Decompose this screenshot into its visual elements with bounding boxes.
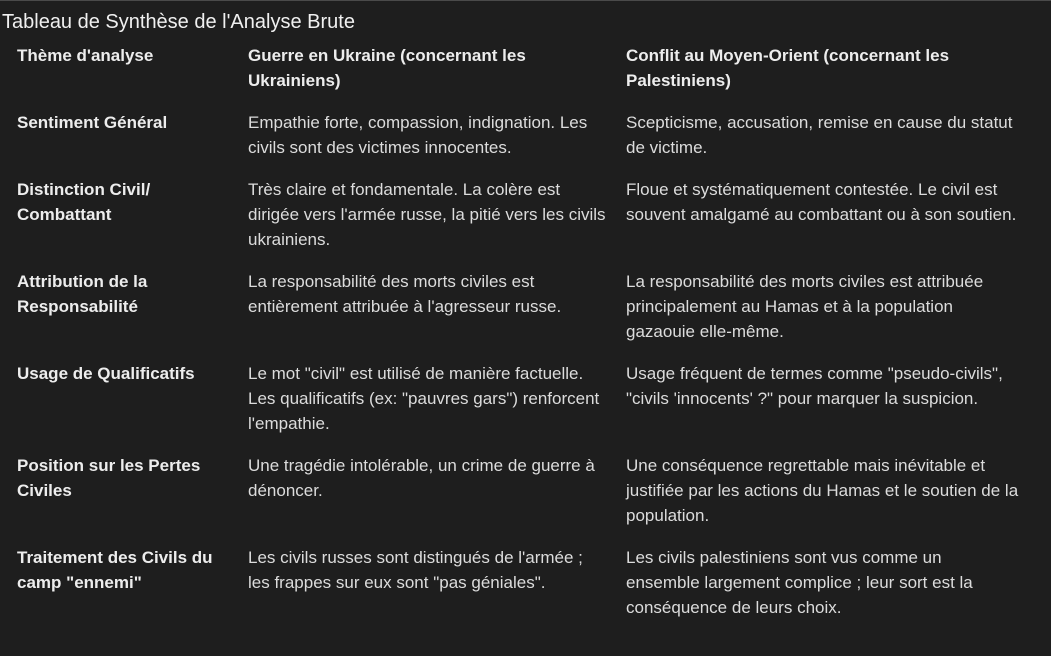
middle-east-cell: Les civils palestiniens sont vus comme un ensemble largement complice ; leur sort est la conséquence de leurs choix. — [626, 548, 973, 617]
row-theme-cell: Distinction Civil/ Combattant — [17, 180, 151, 224]
column-header-theme: Thème d'analyse — [17, 46, 154, 65]
middle-east-cell: Scepticisme, accusation, remise en cause du statut de victime. — [626, 113, 1013, 157]
page-title: Tableau de Synthèse de l'Analyse Brute — [2, 11, 355, 33]
synthesis-table — [17, 43, 1037, 637]
ukraine-cell: Une tragédie intolérable, un crime de guerre à dénoncer. — [248, 456, 595, 500]
table-row — [17, 545, 1037, 637]
table-row — [17, 269, 1037, 361]
ukraine-cell: Le mot "civil" est utilisé de manière factuelle. Les qualificatifs (ex: "pauvres gars") renforcent l'empathie. — [248, 364, 600, 433]
table-row — [17, 177, 1037, 269]
middle-east-cell: La responsabilité des morts civiles est attribuée principalement au Hamas et à la population gazaouie elle-même. — [626, 272, 984, 341]
row-theme-cell: Sentiment Général — [17, 113, 168, 132]
row-theme-cell: Attribution de la Responsabilité — [17, 272, 148, 316]
middle-east-cell: Usage fréquent de termes comme "pseudo-civils", "civils 'innocents' ?" pour marquer la suspicion. — [626, 364, 1003, 408]
column-header-middle-east: Conflit au Moyen-Orient (concernant les Palestiniens) — [626, 46, 950, 90]
ukraine-cell: Les civils russes sont distingués de l'armée ; les frappes sur eux sont "pas géniales". — [248, 548, 583, 592]
row-theme-cell: Position sur les Pertes Civiles — [17, 456, 201, 500]
column-header-ukraine: Guerre en Ukraine (concernant les Ukrainiens) — [248, 46, 526, 90]
top-divider — [0, 0, 1051, 1]
ukraine-cell: Empathie forte, compassion, indignation. Les civils sont des victimes innocentes. — [248, 113, 588, 157]
table-row — [17, 453, 1037, 545]
table-row — [17, 110, 1037, 177]
row-theme-cell: Usage de Qualificatifs — [17, 364, 195, 383]
middle-east-cell: Floue et systématiquement contestée. Le civil est souvent amalgamé au combattant ou à son soutien. — [626, 180, 1017, 224]
ukraine-cell: La responsabilité des morts civiles est entièrement attribuée à l'agresseur russe. — [248, 272, 562, 316]
row-theme-cell: Traitement des Civils du camp "ennemi" — [17, 548, 213, 592]
middle-east-cell: Une conséquence regrettable mais inévitable et justifiée par les actions du Hamas et le soutien de la population. — [626, 456, 1019, 525]
table-header-row — [17, 43, 1037, 110]
ukraine-cell: Très claire et fondamentale. La colère est dirigée vers l'armée russe, la pitié vers les civils ukrainiens. — [248, 180, 606, 249]
table-row — [17, 361, 1037, 453]
